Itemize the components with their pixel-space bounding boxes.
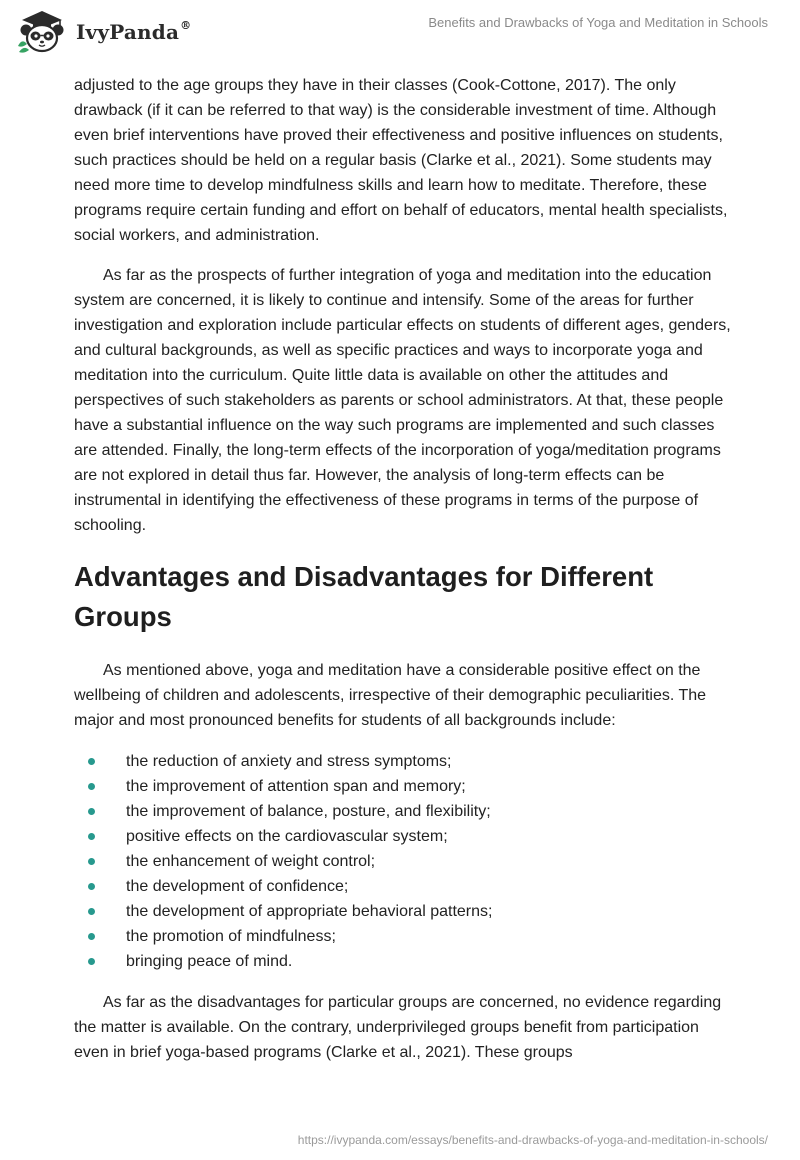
bullet-icon [88,758,95,765]
list-item: the reduction of anxiety and stress symptoms; [74,749,734,774]
source-url[interactable]: https://ivypanda.com/essays/benefits-and-drawbacks-of-yoga-and-meditation-in-schools/ [297,1133,768,1147]
list-item: the improvement of balance, posture, and flexibility; [74,799,734,824]
bullet-icon [88,908,95,915]
list-item: the development of confidence; [74,874,734,899]
page-header [0,0,800,62]
bullet-icon [88,958,95,965]
bullet-icon [88,883,95,890]
document-title: Benefits and Drawbacks of Yoga and Meditation in Schools [428,15,768,30]
paragraph-2: As far as the prospects of further integration of yoga and meditation into the education system are concerned, it is likely to continue and intensify. Some of the areas for further investigation and exploration include particular effects on students of different ages, genders, and cultural backgrounds, as well as specific practices and ways to incorporate yoga and meditation into the curriculum. Quite little data is available on other the attitudes and perspectives of such stakeholders as parents or school administrators. At that, these people have a substantial influence on the way such programs are implemented and such classes are attended. Finally, the long-term effects of the incorporation of yoga/meditation programs are not explored in detail thus far. However, the analysis of long-term effects can be instrumental in identifying the effectiveness of these programs in terms of the purpose of schooling. [74,267,731,534]
bullet-icon [88,858,95,865]
paragraph-4: As far as the disadvantages for particular groups are concerned, no evidence regarding the matter is available. On the contrary, underprivileged groups benefit from participation even in brief yoga-based programs (Clarke et al., 2021). These groups [74,994,722,1061]
list-item: the development of appropriate behavioral patterns; [74,899,734,924]
paragraph-3: As mentioned above, yoga and meditation have a considerable positive effect on the wellbeing of children and adolescents, irrespective of their demographic peculiarities. The major and most pronounced benefits for students of all backgrounds include: [74,662,707,729]
panda-graduate-icon [14,8,70,56]
list-item: positive effects on the cardiovascular system; [74,824,734,849]
bullet-icon [88,933,95,940]
logo[interactable] [14,8,214,56]
bullet-icon [88,808,95,815]
brand-name: IvyPanda® [76,19,192,44]
bullet-icon [88,783,95,790]
list-item: the enhancement of weight control; [74,849,734,874]
list-item: bringing peace of mind. [74,949,734,974]
section-heading: Advantages and Disadvantages for Different Groups [74,561,654,632]
list-item: the improvement of attention span and memory; [74,774,734,799]
list-item: the promotion of mindfulness; [74,924,734,949]
article-content [74,73,734,1065]
paragraph-1: adjusted to the age groups they have in their classes (Cook-Cottone, 2017). The only drawback (if it can be referred to that way) is the considerable investment of time. Although even brief interventions have proved their effectiveness and positive influences on students, such practices should be held on a regular basis (Clarke et al., 2021). Some students may need more time to develop mindfulness skills and learn how to meditate. Therefore, these programs require certain funding and effort on behalf of educators, mental health specialists, social workers, and administration. [74,77,728,244]
bullet-icon [88,833,95,840]
benefits-list [74,749,734,974]
